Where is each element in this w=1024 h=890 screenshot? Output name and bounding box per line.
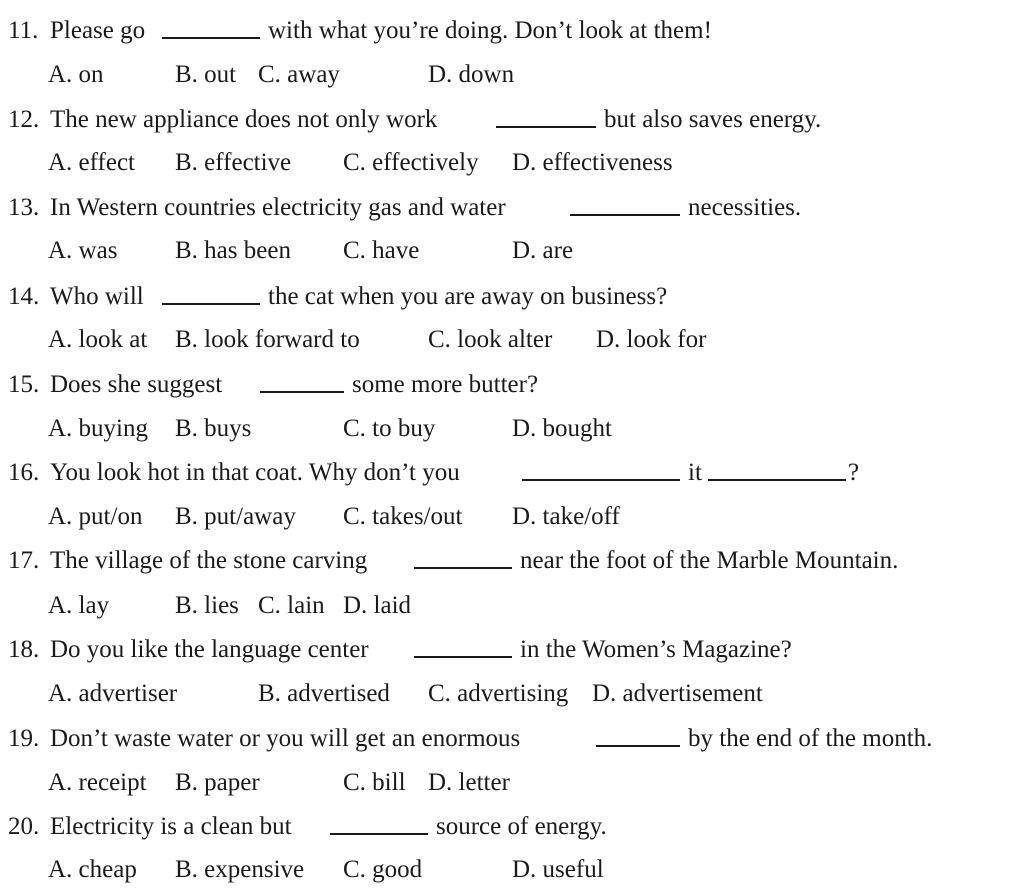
question-number: 15. [8,371,40,398]
option-a[interactable]: A. cheap [48,856,137,883]
option-c[interactable]: C. look alter [428,326,553,353]
option-a[interactable]: A. buying [48,415,148,442]
option-c[interactable]: C. takes/out [343,503,463,530]
option-a[interactable]: A. receipt [48,769,147,796]
question-text: but also saves energy. [604,106,822,133]
question-text: The village of the stone carving [50,547,368,574]
option-c[interactable]: C. have [343,237,420,264]
question-text: Please go [50,17,146,44]
option-d[interactable]: D. useful [512,856,604,883]
option-a[interactable]: A. effect [48,149,135,176]
question-text: some more butter? [352,371,539,398]
answer-blank[interactable] [260,365,344,393]
question-text: in the Women’s Magazine? [520,636,792,663]
option-a[interactable]: A. on [48,61,104,88]
question-number: 12. [8,106,40,133]
option-b[interactable]: B. look forward to [175,326,360,353]
answer-blank[interactable] [330,807,428,835]
option-d[interactable]: D. are [512,237,574,264]
question-text: ? [848,459,860,486]
option-d[interactable]: D. effectiveness [512,149,673,176]
question-text: by the end of the month. [688,725,933,752]
option-b[interactable]: B. expensive [175,856,305,883]
answer-blank[interactable] [162,11,260,39]
question-number: 17. [8,547,40,574]
option-b[interactable]: B. effective [175,149,292,176]
question-number: 20. [8,813,40,840]
question-text: In Western countries electricity gas and water [50,194,506,221]
option-b[interactable]: B. lies [175,592,239,619]
option-d[interactable]: D. letter [428,769,510,796]
option-a[interactable]: A. was [48,237,118,264]
option-c[interactable]: C. lain [258,592,325,619]
answer-blank[interactable] [570,188,680,216]
question-number: 19. [8,725,40,752]
option-d[interactable]: D. take/off [512,503,620,530]
option-d[interactable]: D. bought [512,415,612,442]
answer-blank[interactable] [414,630,512,658]
question-text: Don’t waste water or you will get an enormous [50,725,521,752]
option-d[interactable]: D. down [428,61,515,88]
option-a[interactable]: A. lay [48,592,110,619]
option-a[interactable]: A. look at [48,326,148,353]
option-c[interactable]: C. effectively [343,149,479,176]
option-a[interactable]: A. put/on [48,503,143,530]
question-text: The new appliance does not only work [50,106,438,133]
answer-blank[interactable] [596,719,680,747]
question-text: Does she suggest [50,371,223,398]
question-text: the cat when you are away on business? [268,283,668,310]
option-d[interactable]: D. look for [596,326,707,353]
option-a[interactable]: A. advertiser [48,680,178,707]
option-c[interactable]: C. to buy [343,415,436,442]
question-number: 14. [8,283,40,310]
option-b[interactable]: B. out [175,61,237,88]
option-d[interactable]: D. laid [343,592,412,619]
option-c[interactable]: C. advertising [428,680,569,707]
question-number: 16. [8,459,40,486]
question-text: source of energy. [436,813,607,840]
question-number: 11. [8,17,39,44]
answer-blank[interactable] [414,541,512,569]
option-c[interactable]: C. bill [343,769,406,796]
question-text: Do you like the language center [50,636,369,663]
option-b[interactable]: B. put/away [175,503,296,530]
answer-blank[interactable] [162,277,260,305]
question-text: necessities. [688,194,802,221]
question-text: near the foot of the Marble Mountain. [520,547,899,574]
option-b[interactable]: B. paper [175,769,260,796]
option-c[interactable]: C. good [343,856,423,883]
option-b[interactable]: B. buys [175,415,252,442]
question-number: 13. [8,194,40,221]
question-text: it [688,459,702,486]
option-b[interactable]: B. advertised [258,680,390,707]
question-text: Who will [50,283,144,310]
answer-blank[interactable] [496,100,596,128]
option-b[interactable]: B. has been [175,237,291,264]
option-d[interactable]: D. advertisement [592,680,763,707]
answer-blank-1[interactable] [522,453,680,481]
question-text: with what you’re doing. Don’t look at them! [268,17,712,44]
question-text: Electricity is a clean but [50,813,292,840]
answer-blank-2[interactable] [708,453,846,481]
question-number: 18. [8,636,40,663]
question-text: You look hot in that coat. Why don’t you [50,459,460,486]
option-c[interactable]: C. away [258,61,340,88]
